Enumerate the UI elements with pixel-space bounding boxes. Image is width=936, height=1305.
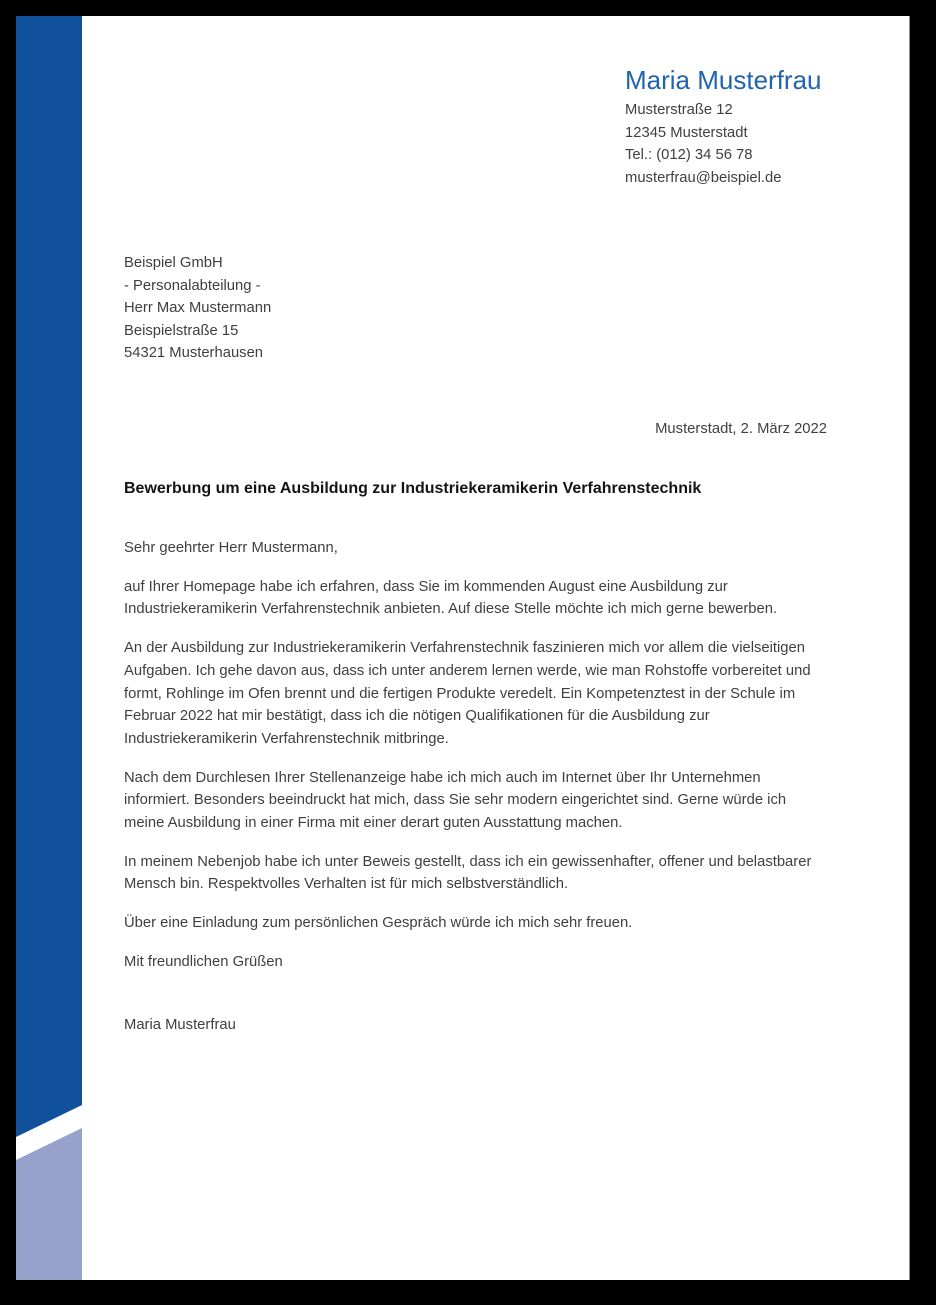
body-paragraph-2: An der Ausbildung zur Industriekeramikerin Verfahrenstechnik faszinieren mich vor allem die vielseitigen Aufgaben. Ich gehe davon aus, dass ich unter anderem lernen werde, wie man Rohstoffe vorbereitet und formt, Rohlinge im Ofen brennt und die fertigen Produkte veredelt. Ein Kompetenztest in der Schule im Februar 2022 hat mir bestätigt, dass ich die nötigen Qualifikationen für die Ausbildung zur Industriekeramikerin Verfahrenstechnik mitbringe. xyxy=(124,640,811,747)
sender-email: musterfrau@beispiel.de xyxy=(625,170,782,187)
closing-phrase: Mit freundlichen Grüßen xyxy=(124,953,283,970)
sender-block xyxy=(625,63,855,190)
sender-city: 12345 Musterstadt xyxy=(625,124,748,141)
letter-body xyxy=(124,537,828,1036)
date-line: Musterstadt, 2. März 2022 xyxy=(655,421,827,437)
recipient-street: Beispielstraße 15 xyxy=(124,322,239,339)
recipient-contact-person: Herr Max Mustermann xyxy=(124,300,272,317)
body-paragraph-1: auf Ihrer Homepage habe ich erfahren, dass Sie im kommenden August eine Ausbildung zur Industriekeramikerin Verfahrenstechnik anbieten. Auf diese Stelle möchte ich mich gerne bewerben. xyxy=(124,578,778,618)
left-accent-stripe xyxy=(16,16,82,1280)
recipient-city: 54321 Musterhausen xyxy=(124,345,264,362)
subject-line: Bewerbung um eine Ausbildung zur Industriekeramikerin Verfahrenstechnik xyxy=(124,480,702,497)
recipient-company: Beispiel GmbH xyxy=(124,255,223,271)
body-paragraph-3: Nach dem Durchlesen Ihrer Stellenanzeige habe ich mich auch im Internet über Ihr Unternehmen informiert. Besonders beeindruckt hat mich, dass Sie sehr modern eingerichtet sind. Gerne würde ich meine Ausbildung in einer Firma mit einer derart guten Ausstattung machen. xyxy=(124,769,787,832)
letter-page xyxy=(16,16,910,1280)
sender-phone: Tel.: (012) 34 56 78 xyxy=(625,147,753,164)
accent-stripe-dark-segment xyxy=(16,16,82,1280)
sender-street: Musterstraße 12 xyxy=(625,102,733,118)
salutation: Sehr geehrter Herr Mustermann, xyxy=(124,540,338,556)
body-paragraph-5: Über eine Einladung zum persönlichen Gespräch würde ich mich sehr freuen. xyxy=(124,915,633,932)
body-paragraph-4: In meinem Nebenjob habe ich unter Beweis gestellt, dass ich ein gewissenhafter, offener und belastbarer Mensch bin. Respektvolles Verhalten ist für mich selbstverständlich. xyxy=(124,853,812,893)
signature-name: Maria Musterfrau xyxy=(124,1016,236,1033)
recipient-block xyxy=(124,252,271,365)
recipient-department: - Personalabteilung - xyxy=(124,277,261,294)
sender-name: Maria Musterfrau xyxy=(625,65,822,95)
